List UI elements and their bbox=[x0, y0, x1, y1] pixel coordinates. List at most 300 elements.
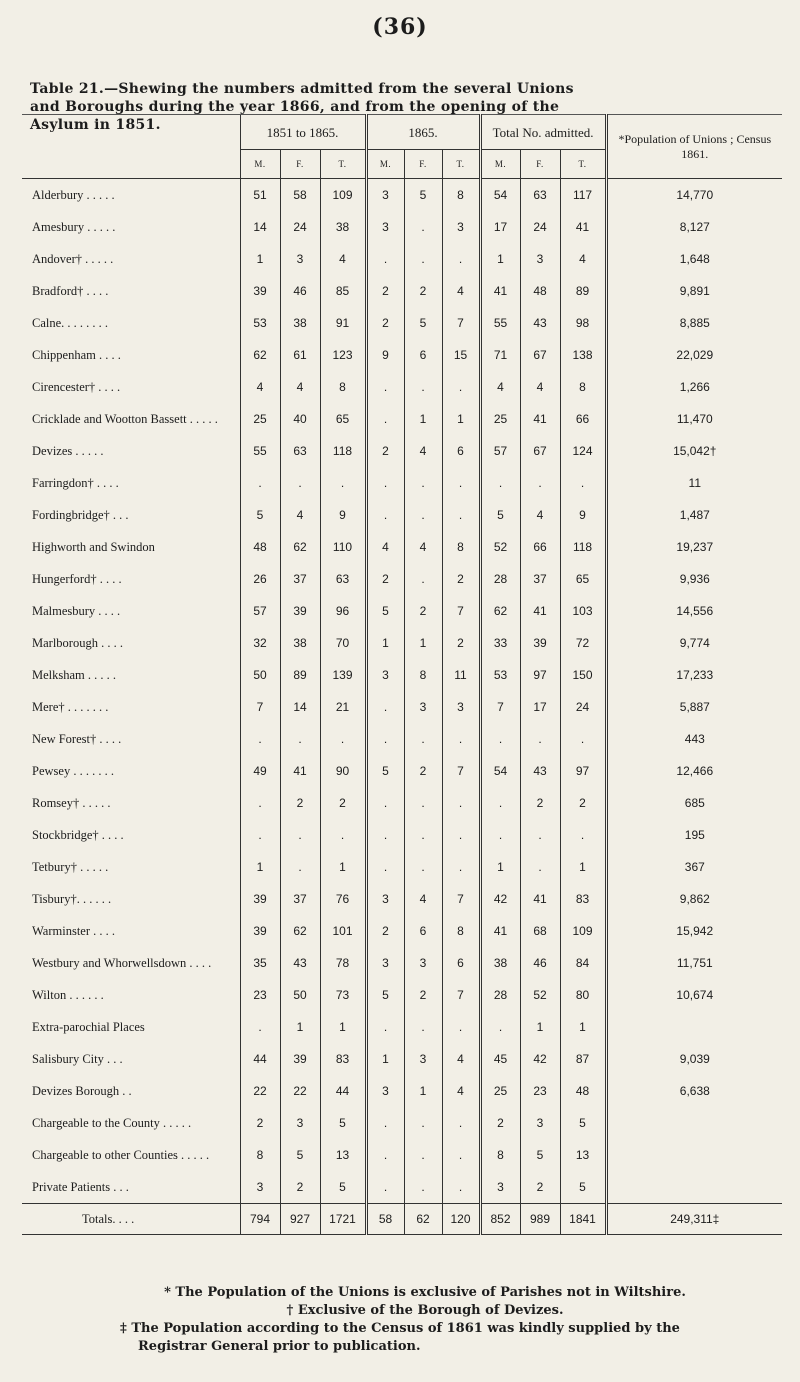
row-name: Pewsey . . . . . . . bbox=[32, 763, 114, 778]
cell: 65 bbox=[320, 403, 366, 435]
footnote-devizes: † Exclusive of the Borough of Devizes. bbox=[286, 1303, 564, 1318]
cell: . bbox=[366, 371, 404, 403]
header-f: F. bbox=[404, 150, 442, 179]
cell: . bbox=[280, 467, 320, 499]
population-cell: 12,466 bbox=[606, 755, 782, 787]
footnote-census: ‡ The Population according to the Census of 1861 was kindly supplied by the bbox=[120, 1321, 680, 1336]
population-cell: 367 bbox=[606, 851, 782, 883]
population-cell bbox=[606, 1139, 782, 1171]
cell: . bbox=[366, 691, 404, 723]
cell: 110 bbox=[320, 531, 366, 563]
table-row bbox=[22, 851, 782, 883]
cell: 9 bbox=[366, 339, 404, 371]
cell: 2 bbox=[366, 307, 404, 339]
header-t: T. bbox=[560, 150, 606, 179]
cell: 8 bbox=[240, 1139, 280, 1171]
cell: 1 bbox=[366, 627, 404, 659]
cell: 39 bbox=[280, 1043, 320, 1075]
population-cell: 9,936 bbox=[606, 563, 782, 595]
cell: 23 bbox=[520, 1075, 560, 1107]
cell: 41 bbox=[280, 755, 320, 787]
row-name: Salisbury City . . . bbox=[32, 1051, 123, 1066]
cell: 3 bbox=[480, 1171, 520, 1204]
row-name: Romsey† . . . . . bbox=[32, 795, 111, 810]
population-cell: 685 bbox=[606, 787, 782, 819]
cell: 41 bbox=[520, 403, 560, 435]
cell: . bbox=[480, 787, 520, 819]
cell: 4 bbox=[280, 499, 320, 531]
cell: 3 bbox=[280, 1107, 320, 1139]
cell: 7 bbox=[442, 755, 480, 787]
cell: 44 bbox=[320, 1075, 366, 1107]
cell: 37 bbox=[520, 563, 560, 595]
cell: 53 bbox=[240, 307, 280, 339]
cell: 9 bbox=[320, 499, 366, 531]
cell: 91 bbox=[320, 307, 366, 339]
cell: 83 bbox=[560, 883, 606, 915]
cell: . bbox=[442, 371, 480, 403]
cell: . bbox=[442, 819, 480, 851]
cell: 44 bbox=[240, 1043, 280, 1075]
cell: 67 bbox=[520, 339, 560, 371]
cell: 45 bbox=[480, 1043, 520, 1075]
cell: 4 bbox=[404, 883, 442, 915]
row-name: Devizes . . . . . bbox=[32, 443, 104, 458]
cell: . bbox=[520, 851, 560, 883]
population-cell: 22,029 bbox=[606, 339, 782, 371]
table-row bbox=[22, 883, 782, 915]
cell: . bbox=[480, 819, 520, 851]
row-name: Melksham . . . . . bbox=[32, 667, 117, 682]
row-name: Hungerford† . . . . bbox=[32, 571, 122, 586]
table-body bbox=[22, 179, 782, 1204]
row-name: Andover† . . . . . bbox=[32, 251, 114, 266]
row-name: Devizes Borough . . bbox=[32, 1083, 132, 1098]
table-row bbox=[22, 1107, 782, 1139]
cell: 97 bbox=[560, 755, 606, 787]
row-name: New Forest† . . . . bbox=[32, 731, 122, 746]
cell: 65 bbox=[560, 563, 606, 595]
cell: 35 bbox=[240, 947, 280, 979]
cell: 3 bbox=[404, 947, 442, 979]
cell: 63 bbox=[320, 563, 366, 595]
cell: 41 bbox=[480, 915, 520, 947]
cell: 43 bbox=[280, 947, 320, 979]
cell: 87 bbox=[560, 1043, 606, 1075]
cell: . bbox=[442, 467, 480, 499]
cell: 57 bbox=[480, 435, 520, 467]
cell: 3 bbox=[366, 211, 404, 243]
cell: 3 bbox=[280, 243, 320, 275]
cell: 3 bbox=[366, 179, 404, 212]
population-cell: 5,887 bbox=[606, 691, 782, 723]
cell: 2 bbox=[366, 435, 404, 467]
header-1851-1865: 1851 to 1865. bbox=[240, 115, 366, 150]
cell: 4 bbox=[404, 531, 442, 563]
cell: . bbox=[404, 723, 442, 755]
row-name: Private Patients . . . bbox=[32, 1179, 129, 1194]
cell: 1721 bbox=[320, 1204, 366, 1235]
cell: 39 bbox=[520, 627, 560, 659]
totals-row bbox=[22, 1204, 782, 1235]
table-row bbox=[22, 755, 782, 787]
cell: 37 bbox=[280, 883, 320, 915]
cell: 26 bbox=[240, 563, 280, 595]
cell: 3 bbox=[240, 1171, 280, 1204]
cell: 70 bbox=[320, 627, 366, 659]
population-cell: 11 bbox=[606, 467, 782, 499]
cell: 2 bbox=[320, 787, 366, 819]
cell: 55 bbox=[240, 435, 280, 467]
row-name: Chargeable to the County . . . . . bbox=[32, 1115, 192, 1130]
header-t: T. bbox=[442, 150, 480, 179]
population-cell: 1,648 bbox=[606, 243, 782, 275]
cell: . bbox=[280, 723, 320, 755]
population-cell: 8,127 bbox=[606, 211, 782, 243]
cell: 1 bbox=[404, 627, 442, 659]
cell: . bbox=[366, 819, 404, 851]
cell: 49 bbox=[240, 755, 280, 787]
cell: 1841 bbox=[560, 1204, 606, 1235]
cell: 52 bbox=[480, 531, 520, 563]
cell: . bbox=[366, 1011, 404, 1043]
cell: 41 bbox=[520, 883, 560, 915]
table-row bbox=[22, 179, 782, 212]
cell: . bbox=[520, 723, 560, 755]
cell: . bbox=[240, 787, 280, 819]
cell: 85 bbox=[320, 275, 366, 307]
cell: . bbox=[442, 243, 480, 275]
cell: 80 bbox=[560, 979, 606, 1011]
cell: 118 bbox=[560, 531, 606, 563]
cell: 42 bbox=[480, 883, 520, 915]
cell: 62 bbox=[280, 531, 320, 563]
cell: 23 bbox=[240, 979, 280, 1011]
cell: 2 bbox=[366, 563, 404, 595]
cell: . bbox=[404, 211, 442, 243]
cell: 2 bbox=[404, 755, 442, 787]
header-m: M. bbox=[240, 150, 280, 179]
table-row bbox=[22, 499, 782, 531]
table-row bbox=[22, 467, 782, 499]
header-f: F. bbox=[520, 150, 560, 179]
cell: 62 bbox=[404, 1204, 442, 1235]
cell: 78 bbox=[320, 947, 366, 979]
cell: . bbox=[442, 1139, 480, 1171]
cell: 3 bbox=[366, 947, 404, 979]
cell: 3 bbox=[366, 659, 404, 691]
cell: 1 bbox=[404, 1075, 442, 1107]
cell: 4 bbox=[280, 371, 320, 403]
cell: 1 bbox=[320, 1011, 366, 1043]
cell: 2 bbox=[560, 787, 606, 819]
cell: 17 bbox=[520, 691, 560, 723]
cell: 6 bbox=[404, 915, 442, 947]
cell: 2 bbox=[520, 1171, 560, 1204]
population-cell: 443 bbox=[606, 723, 782, 755]
cell: 22 bbox=[280, 1075, 320, 1107]
cell: 76 bbox=[320, 883, 366, 915]
cell: . bbox=[520, 819, 560, 851]
cell: 8 bbox=[480, 1139, 520, 1171]
cell: 42 bbox=[520, 1043, 560, 1075]
caption-line-1: Table 21.—Shewing the numbers admitted from the several Unions bbox=[30, 81, 574, 97]
cell: 1 bbox=[520, 1011, 560, 1043]
row-name: Farringdon† . . . . bbox=[32, 475, 119, 490]
admissions-table bbox=[22, 114, 782, 1235]
cell: 25 bbox=[240, 403, 280, 435]
cell: 22 bbox=[240, 1075, 280, 1107]
header-population: *Population of Unions ; Census 1861. bbox=[606, 115, 782, 179]
cell: 55 bbox=[480, 307, 520, 339]
population-cell: 11,470 bbox=[606, 403, 782, 435]
cell: 66 bbox=[520, 531, 560, 563]
cell: 24 bbox=[520, 211, 560, 243]
table-row bbox=[22, 979, 782, 1011]
cell: . bbox=[442, 787, 480, 819]
table-row bbox=[22, 531, 782, 563]
cell: 989 bbox=[520, 1204, 560, 1235]
cell: 38 bbox=[280, 627, 320, 659]
cell: 3 bbox=[404, 691, 442, 723]
cell: 3 bbox=[366, 1075, 404, 1107]
cell: 52 bbox=[520, 979, 560, 1011]
cell: 2 bbox=[480, 1107, 520, 1139]
cell: 21 bbox=[320, 691, 366, 723]
cell: . bbox=[320, 723, 366, 755]
cell: 1 bbox=[560, 1011, 606, 1043]
cell: . bbox=[404, 467, 442, 499]
cell: 7 bbox=[442, 979, 480, 1011]
cell: 4 bbox=[442, 275, 480, 307]
row-name: Bradford† . . . . bbox=[32, 283, 109, 298]
table-row bbox=[22, 691, 782, 723]
cell: 1 bbox=[560, 851, 606, 883]
table-row bbox=[22, 371, 782, 403]
page-number: (36) bbox=[372, 14, 428, 40]
cell: 6 bbox=[404, 339, 442, 371]
cell: . bbox=[404, 371, 442, 403]
cell: 927 bbox=[280, 1204, 320, 1235]
cell: 24 bbox=[280, 211, 320, 243]
row-name: Tisbury†. . . . . . bbox=[32, 891, 112, 906]
cell: 2 bbox=[520, 787, 560, 819]
cell: 123 bbox=[320, 339, 366, 371]
table-row bbox=[22, 339, 782, 371]
cell: . bbox=[240, 467, 280, 499]
cell: . bbox=[480, 723, 520, 755]
cell: 7 bbox=[442, 883, 480, 915]
cell: 46 bbox=[280, 275, 320, 307]
cell: . bbox=[366, 723, 404, 755]
cell: 58 bbox=[366, 1204, 404, 1235]
cell: . bbox=[366, 1107, 404, 1139]
cell: 103 bbox=[560, 595, 606, 627]
table-row bbox=[22, 723, 782, 755]
cell: 17 bbox=[480, 211, 520, 243]
cell: 124 bbox=[560, 435, 606, 467]
cell: 138 bbox=[560, 339, 606, 371]
cell: 14 bbox=[240, 211, 280, 243]
table-row bbox=[22, 915, 782, 947]
cell: 83 bbox=[320, 1043, 366, 1075]
cell: 794 bbox=[240, 1204, 280, 1235]
cell: . bbox=[366, 403, 404, 435]
cell: 1 bbox=[480, 243, 520, 275]
table-row bbox=[22, 243, 782, 275]
cell: 32 bbox=[240, 627, 280, 659]
cell: 66 bbox=[560, 403, 606, 435]
population-cell: 14,770 bbox=[606, 179, 782, 212]
cell: 5 bbox=[560, 1171, 606, 1204]
cell: 139 bbox=[320, 659, 366, 691]
cell: 50 bbox=[280, 979, 320, 1011]
cell: 68 bbox=[520, 915, 560, 947]
cell: . bbox=[404, 243, 442, 275]
cell: 62 bbox=[240, 339, 280, 371]
cell: 1 bbox=[442, 403, 480, 435]
cell: . bbox=[366, 1139, 404, 1171]
cell: 8 bbox=[442, 179, 480, 212]
cell: . bbox=[442, 851, 480, 883]
cell: 2 bbox=[404, 979, 442, 1011]
cell: 54 bbox=[480, 755, 520, 787]
cell: 7 bbox=[240, 691, 280, 723]
cell: 1 bbox=[320, 851, 366, 883]
cell: 15 bbox=[442, 339, 480, 371]
cell: 13 bbox=[320, 1139, 366, 1171]
cell: 5 bbox=[560, 1107, 606, 1139]
cell: 89 bbox=[280, 659, 320, 691]
population-cell: 19,237 bbox=[606, 531, 782, 563]
row-name: Warminster . . . . bbox=[32, 923, 116, 938]
cell: 6 bbox=[442, 435, 480, 467]
cell: 3 bbox=[442, 211, 480, 243]
population-cell bbox=[606, 1011, 782, 1043]
cell: 5 bbox=[320, 1107, 366, 1139]
cell: 1 bbox=[366, 1043, 404, 1075]
cell: 2 bbox=[280, 787, 320, 819]
cell: 89 bbox=[560, 275, 606, 307]
population-cell: 1,487 bbox=[606, 499, 782, 531]
cell: 4 bbox=[442, 1043, 480, 1075]
footnote-census-cont: Registrar General prior to publication. bbox=[138, 1339, 421, 1354]
cell: . bbox=[404, 1107, 442, 1139]
cell: . bbox=[560, 467, 606, 499]
cell: 54 bbox=[480, 179, 520, 212]
cell: 98 bbox=[560, 307, 606, 339]
cell: 4 bbox=[480, 371, 520, 403]
table-row bbox=[22, 275, 782, 307]
cell: . bbox=[404, 819, 442, 851]
row-name: Mere† . . . . . . . bbox=[32, 699, 109, 714]
totals-label: Totals. . . . bbox=[22, 1204, 240, 1235]
cell: 62 bbox=[280, 915, 320, 947]
cell: 67 bbox=[520, 435, 560, 467]
cell: 8 bbox=[442, 531, 480, 563]
population-cell: 8,885 bbox=[606, 307, 782, 339]
cell: 1 bbox=[240, 851, 280, 883]
caption-line-2: and Boroughs during the year 1866, and from the opening of the bbox=[30, 99, 560, 115]
cell: 40 bbox=[280, 403, 320, 435]
cell: 2 bbox=[366, 275, 404, 307]
row-name: Wilton . . . . . . bbox=[32, 987, 104, 1002]
cell: . bbox=[520, 467, 560, 499]
cell: 3 bbox=[442, 691, 480, 723]
cell: 39 bbox=[280, 595, 320, 627]
table-row bbox=[22, 659, 782, 691]
cell: . bbox=[442, 1171, 480, 1204]
cell: 48 bbox=[560, 1075, 606, 1107]
header-blank bbox=[22, 115, 240, 179]
cell: 48 bbox=[240, 531, 280, 563]
cell: 118 bbox=[320, 435, 366, 467]
cell: 4 bbox=[240, 371, 280, 403]
row-name: Highworth and Swindon bbox=[32, 539, 155, 554]
cell: . bbox=[404, 563, 442, 595]
table-row bbox=[22, 211, 782, 243]
row-name: Calne. . . . . . . . bbox=[32, 315, 109, 330]
cell: 9 bbox=[560, 499, 606, 531]
table-row bbox=[22, 1011, 782, 1043]
cell: . bbox=[560, 819, 606, 851]
cell: 3 bbox=[366, 883, 404, 915]
cell: 14 bbox=[280, 691, 320, 723]
cell: . bbox=[366, 851, 404, 883]
cell: 2 bbox=[404, 595, 442, 627]
cell: . bbox=[404, 1139, 442, 1171]
cell: 63 bbox=[280, 435, 320, 467]
cell: 5 bbox=[520, 1139, 560, 1171]
population-cell: 195 bbox=[606, 819, 782, 851]
row-name: Cirencester† . . . . bbox=[32, 379, 121, 394]
cell: 96 bbox=[320, 595, 366, 627]
cell: 51 bbox=[240, 179, 280, 212]
table-row bbox=[22, 307, 782, 339]
row-name: Cricklade and Wootton Bassett . . . . . bbox=[32, 411, 218, 426]
table-row bbox=[22, 563, 782, 595]
cell: 43 bbox=[520, 307, 560, 339]
population-cell: 10,674 bbox=[606, 979, 782, 1011]
cell: 5 bbox=[280, 1139, 320, 1171]
cell: 50 bbox=[240, 659, 280, 691]
cell: 5 bbox=[404, 307, 442, 339]
population-cell: 9,039 bbox=[606, 1043, 782, 1075]
cell: 7 bbox=[480, 691, 520, 723]
row-name: Fordingbridge† . . . bbox=[32, 507, 129, 522]
cell: 4 bbox=[320, 243, 366, 275]
cell: . bbox=[442, 1107, 480, 1139]
caption-line-3: Asylum in 1851. bbox=[30, 117, 161, 133]
population-cell: 9,891 bbox=[606, 275, 782, 307]
population-cell: 17,233 bbox=[606, 659, 782, 691]
cell: 6 bbox=[442, 947, 480, 979]
cell: 4 bbox=[520, 371, 560, 403]
cell: 38 bbox=[320, 211, 366, 243]
population-cell: 15,042† bbox=[606, 435, 782, 467]
population-cell: 11,751 bbox=[606, 947, 782, 979]
cell: 57 bbox=[240, 595, 280, 627]
cell: 5 bbox=[366, 755, 404, 787]
cell: 5 bbox=[366, 979, 404, 1011]
cell: 63 bbox=[520, 179, 560, 212]
cell: 53 bbox=[480, 659, 520, 691]
cell: 43 bbox=[520, 755, 560, 787]
table-row bbox=[22, 1075, 782, 1107]
population-cell bbox=[606, 1171, 782, 1204]
cell: 71 bbox=[480, 339, 520, 371]
cell: 37 bbox=[280, 563, 320, 595]
